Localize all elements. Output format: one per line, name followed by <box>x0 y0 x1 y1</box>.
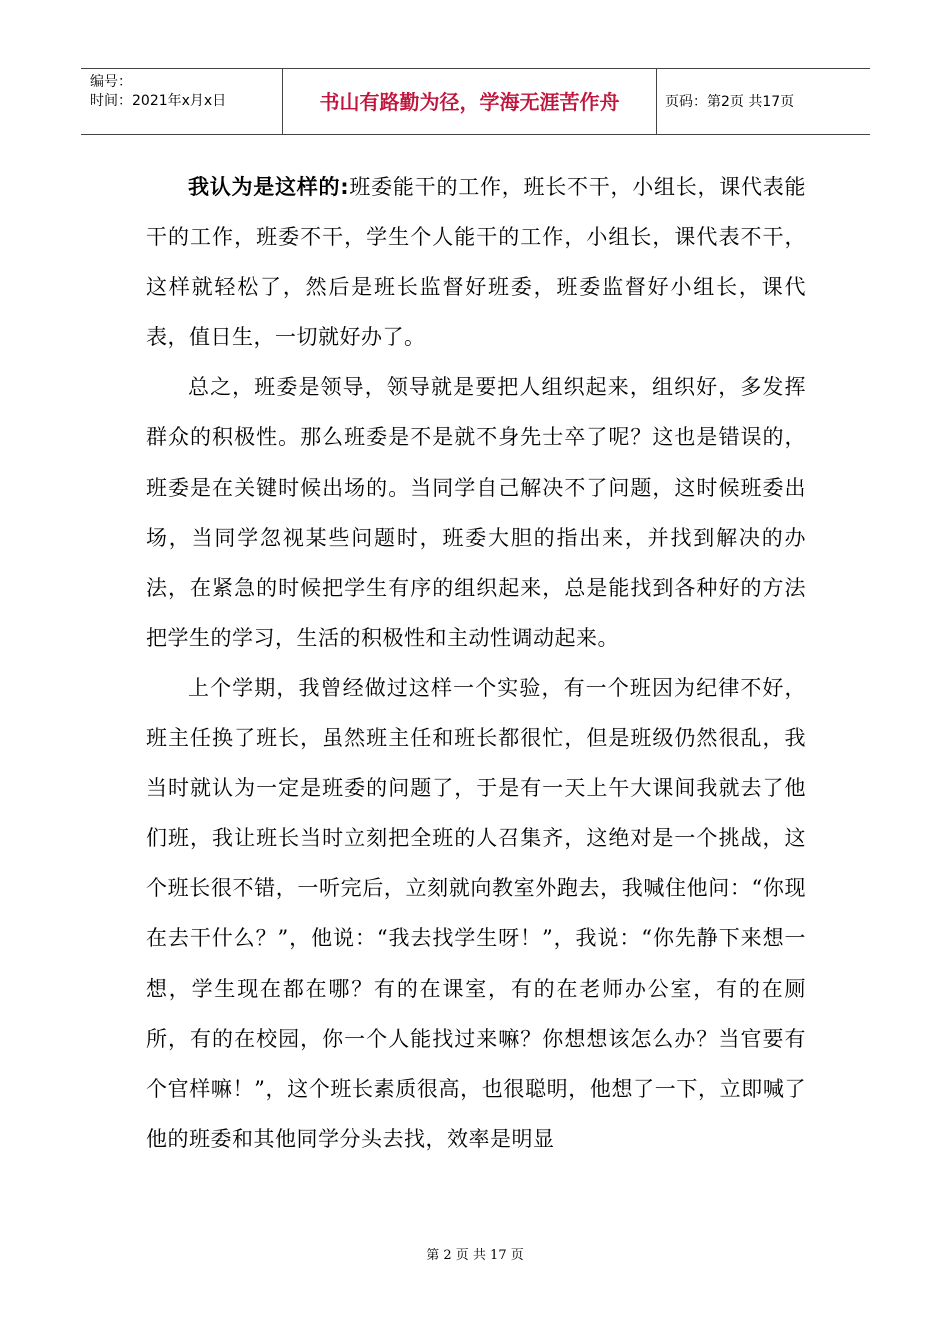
paragraph-text: 上个学期，我曾经做过这样一个实验，有一个班因为纪律不好，班主任换了班长，虽然班主任和班长都很忙，但是班级仍然很乱，我当时就认为一定是班委的问题了，于是有一天上午大课间我就去了他们班，我让班长当时立刻把全班的人召集齐，这绝对是一个挑战，这个班长很不错，一听完后，立刻就向教室外跑去，我喊住他问：“你现在去干什么？”，他说：“我去找学生呀！”，我说：“你先静下来想一想，学生现在都在哪？有的在课室，有的在老师办公室，有的在厕所，有的在校园，你一个人能找过来嘛？你想想该怎么办？当官要有个官样嘛！”，这个班长素质很高，也很聪明，他想了一下，立即喊了他的班委和其他同学分头去找，效率是明显 <box>146 675 806 1151</box>
header-meta <box>90 73 226 111</box>
paragraph-1 <box>146 162 806 362</box>
paragraph-text: 班委能干的工作，班长不干，小组长，课代表能干的工作，班委不干，学生个人能干的工作，小组长，课代表不干，这样就轻松了，然后是班长监督好班委，班委监督好小组长，课代表，值日生，一切就好办了。 <box>146 175 806 350</box>
paragraph-2 <box>146 362 806 663</box>
document-number-label: 编号： <box>90 74 132 90</box>
document-body <box>146 162 806 1164</box>
header-page-info: 页码：第2页 共17页 <box>665 94 795 110</box>
page-header <box>81 68 870 135</box>
header-divider-right <box>656 69 657 135</box>
document-time-label: 时间：2021年x月x日 <box>90 93 227 109</box>
page-footer: 第 2 页 共 17 页 <box>426 1248 524 1263</box>
header-motto: 书山有路勤为径，学海无涯苦作舟 <box>319 90 620 114</box>
paragraph-lead: 我认为是这样的: <box>188 175 350 199</box>
paragraph-3 <box>146 663 806 1164</box>
paragraph-text: 总之，班委是领导，领导就是要把人组织起来，组织好，多发挥群众的积极性。那么班委是不是就不身先士卒了呢？这也是错误的，班委是在关键时候出场的。当同学自己解决不了问题，这时候班委出场，当同学忽视某些问题时，班委大胆的指出来，并找到解决的办法，在紧急的时候把学生有序的组织起来，总是能找到各种好的方法把学生的学习，生活的积极性和主动性调动起来。 <box>146 375 806 650</box>
